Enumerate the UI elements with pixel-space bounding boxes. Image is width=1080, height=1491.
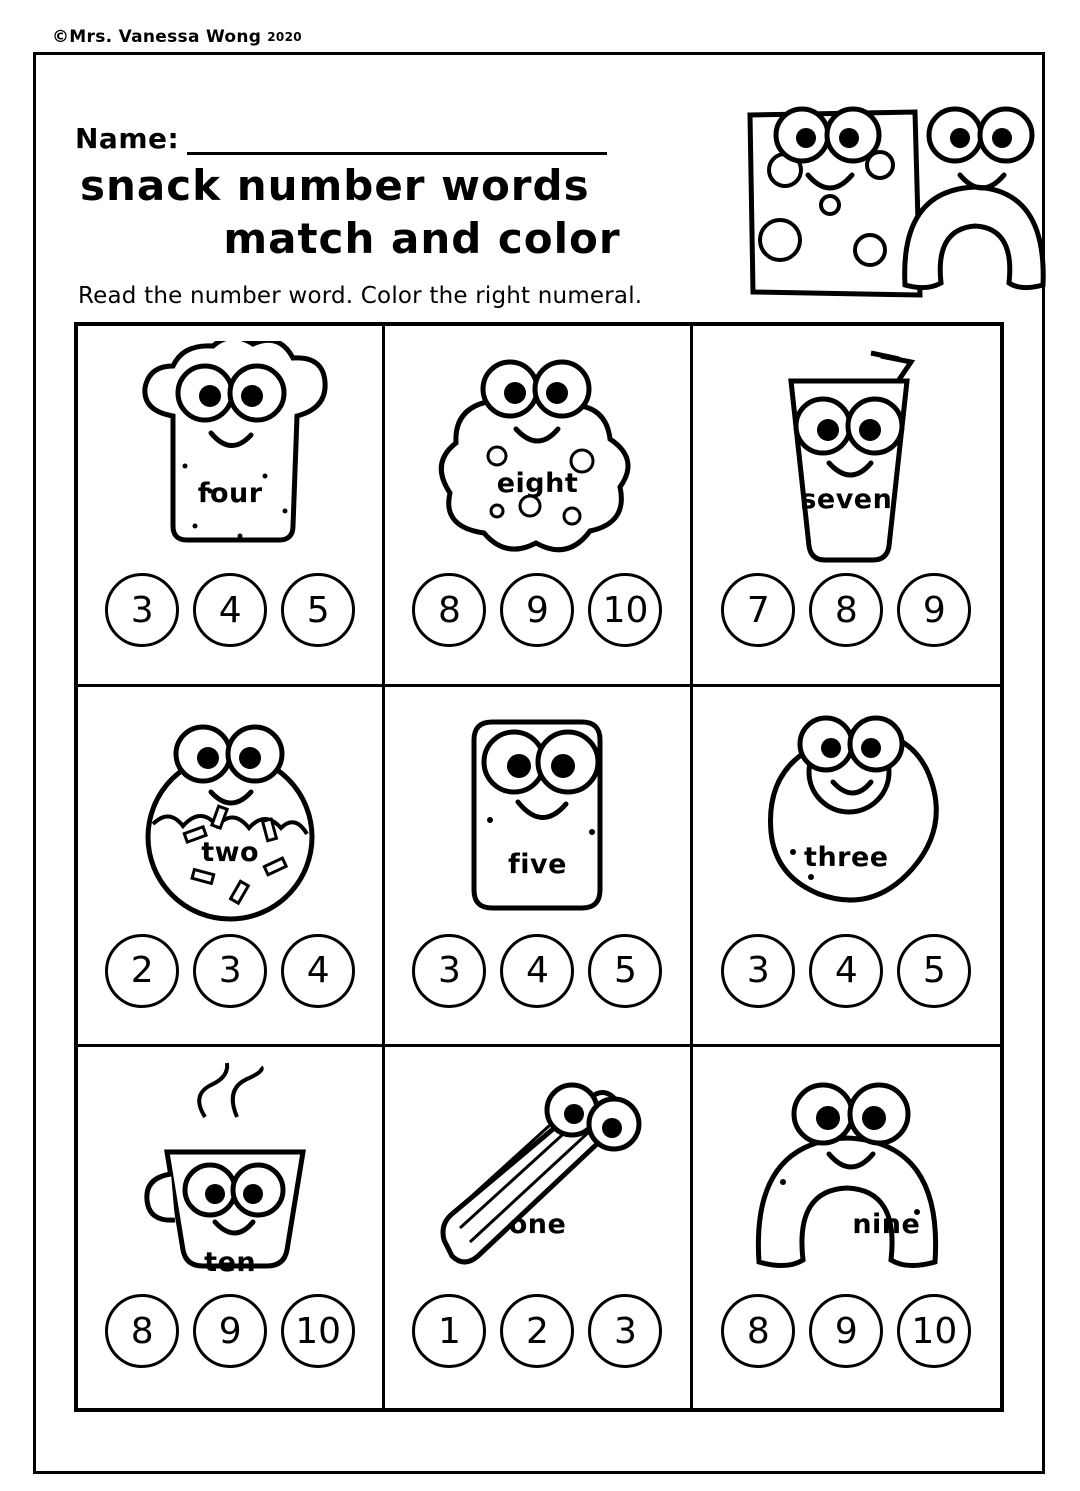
- header-decoration: [720, 80, 1070, 310]
- number-word: ten: [204, 1247, 257, 1279]
- worksheet-cell: [693, 687, 1000, 1048]
- number-option[interactable]: 4: [193, 573, 267, 647]
- sandwich-icon: [407, 697, 667, 932]
- number-options: [412, 1294, 662, 1368]
- pretzel-character-icon: [905, 109, 1044, 288]
- number-option[interactable]: 4: [809, 934, 883, 1008]
- cheese-character-icon: [750, 109, 920, 295]
- number-word: five: [508, 848, 567, 880]
- number-option[interactable]: 8: [105, 1294, 179, 1368]
- worksheet-cell: [78, 687, 385, 1048]
- number-option[interactable]: 2: [500, 1294, 574, 1368]
- name-field-row: [75, 122, 607, 155]
- egg-icon: [716, 697, 976, 932]
- number-option[interactable]: 5: [897, 934, 971, 1008]
- number-option[interactable]: 4: [500, 934, 574, 1008]
- number-options: [105, 934, 355, 1008]
- name-label: Name:: [75, 122, 180, 155]
- number-options: [105, 573, 355, 647]
- number-word: nine: [852, 1209, 921, 1241]
- instructions-text: Read the number word. Color the right numeral.: [78, 283, 643, 309]
- number-options: [412, 934, 662, 1008]
- copyright-text: ©Mrs. Vanessa Wong: [52, 27, 262, 47]
- number-option[interactable]: 7: [721, 573, 795, 647]
- pretzel-icon: [716, 1057, 976, 1292]
- worksheet-cell: [78, 326, 385, 687]
- number-option[interactable]: 1: [412, 1294, 486, 1368]
- mug-icon: [100, 1057, 360, 1292]
- worksheet-grid: [74, 322, 1004, 1412]
- drink-icon: [716, 336, 976, 571]
- worksheet-cell: [385, 326, 692, 687]
- number-option[interactable]: 8: [412, 573, 486, 647]
- copyright-year: 2020: [267, 30, 302, 44]
- copyright-notice: [52, 27, 302, 47]
- cookie-icon: [407, 336, 667, 571]
- number-option[interactable]: 3: [105, 573, 179, 647]
- page-title-line-1: snack number words: [80, 161, 590, 210]
- number-option[interactable]: 8: [721, 1294, 795, 1368]
- number-word: three: [804, 841, 889, 873]
- number-word: one: [508, 1209, 567, 1241]
- number-option[interactable]: 9: [809, 1294, 883, 1368]
- worksheet-cell: [385, 687, 692, 1048]
- number-options: [721, 1294, 971, 1368]
- number-option[interactable]: 9: [500, 573, 574, 647]
- number-options: [412, 573, 662, 647]
- number-option[interactable]: 3: [588, 1294, 662, 1368]
- number-options: [721, 934, 971, 1008]
- number-option[interactable]: 8: [809, 573, 883, 647]
- number-option[interactable]: 3: [721, 934, 795, 1008]
- number-options: [105, 1294, 355, 1368]
- number-word: two: [201, 836, 260, 868]
- number-option[interactable]: 9: [897, 573, 971, 647]
- number-option[interactable]: 5: [281, 573, 355, 647]
- number-word: eight: [496, 468, 579, 499]
- toast-icon: [100, 336, 360, 571]
- number-option[interactable]: 9: [193, 1294, 267, 1368]
- worksheet-cell: [385, 1047, 692, 1408]
- number-option[interactable]: 10: [588, 573, 662, 647]
- number-option[interactable]: 10: [897, 1294, 971, 1368]
- worksheet-cell: [78, 1047, 385, 1408]
- number-word: seven: [800, 484, 893, 515]
- number-option[interactable]: 3: [193, 934, 267, 1008]
- number-option[interactable]: 10: [281, 1294, 355, 1368]
- number-option[interactable]: 4: [281, 934, 355, 1008]
- name-input-line[interactable]: [187, 128, 607, 155]
- number-options: [721, 573, 971, 647]
- page-title-line-2: match and color: [223, 213, 621, 263]
- worksheet-cell: [693, 1047, 1000, 1408]
- number-word: four: [197, 478, 263, 509]
- number-option[interactable]: 5: [588, 934, 662, 1008]
- page-title: [72, 160, 732, 265]
- worksheet-cell: [693, 326, 1000, 687]
- number-option[interactable]: 3: [412, 934, 486, 1008]
- donut-icon: [100, 697, 360, 932]
- number-option[interactable]: 2: [105, 934, 179, 1008]
- bacon-icon: [407, 1057, 667, 1292]
